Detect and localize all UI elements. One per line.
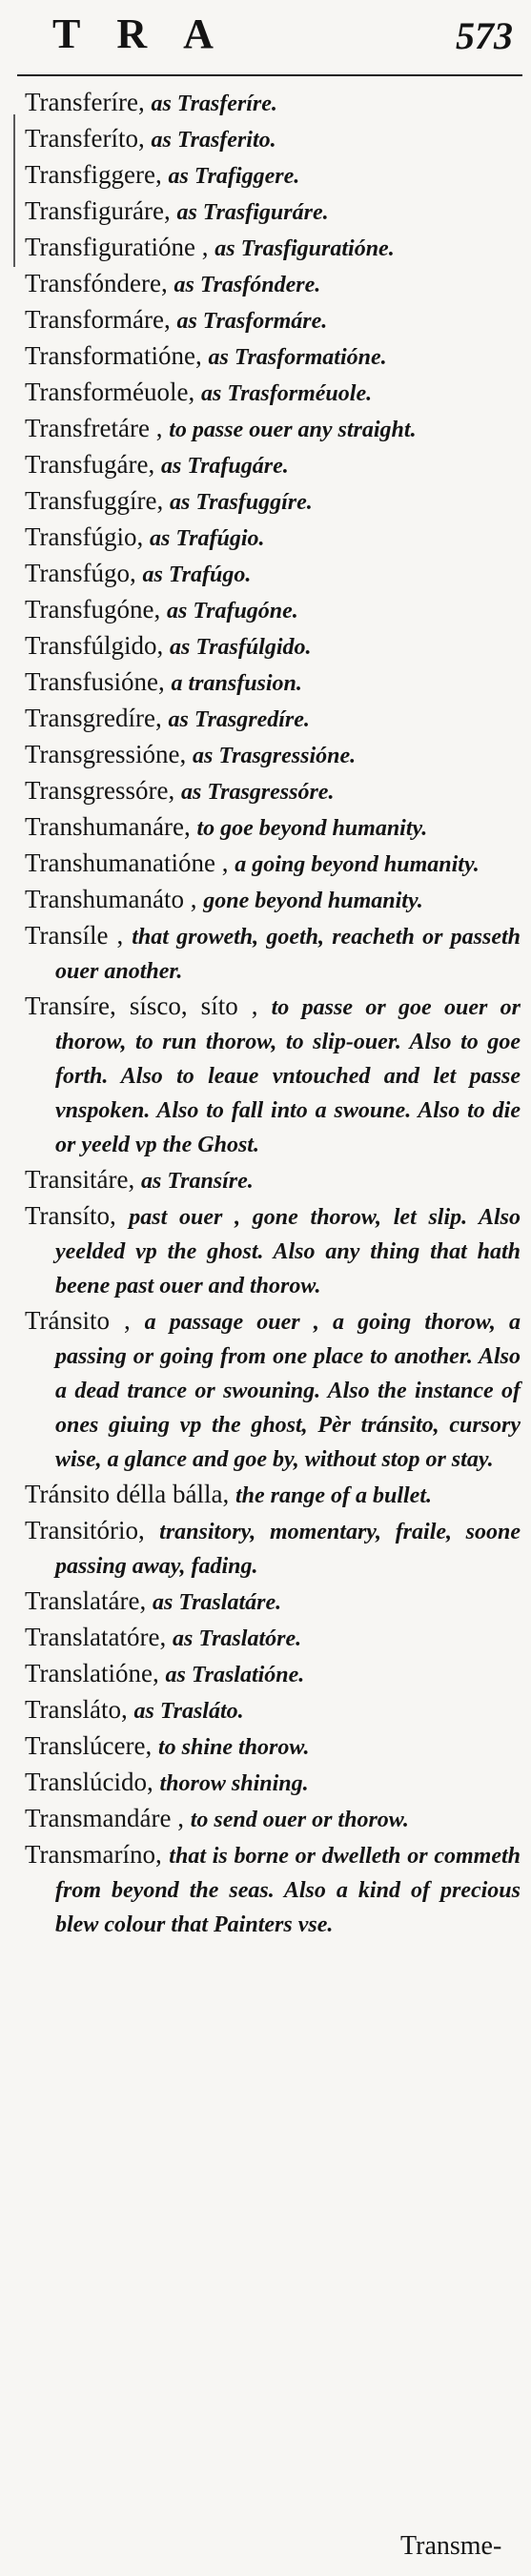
dictionary-entry xyxy=(25,1838,521,1941)
dictionary-entry xyxy=(25,158,521,193)
dictionary-entry xyxy=(25,86,521,120)
entry-headword: Transfóndere, xyxy=(25,269,168,297)
entry-definition: that groweth, goeth, reacheth or passeth ouer another. xyxy=(55,925,521,984)
header-rule xyxy=(17,74,522,76)
dictionary-entry xyxy=(25,810,521,845)
entry-headword: Translúcere, xyxy=(25,1731,153,1760)
entry-headword: Transfretáre , xyxy=(25,414,163,442)
entry-definition: as Trasgressióne. xyxy=(193,744,357,768)
entry-definition: as Trafugóne. xyxy=(167,599,298,624)
entry-headword: Transitório, xyxy=(25,1516,145,1544)
dictionary-entry xyxy=(25,194,521,229)
catchword: Transme- xyxy=(400,2531,502,2561)
dictionary-entry xyxy=(25,847,521,881)
entry-headword: Transfiguratióne , xyxy=(25,233,209,261)
dictionary-entry xyxy=(25,883,521,917)
entry-definition: as Trasfóndere. xyxy=(174,273,321,297)
dictionary-entry xyxy=(25,448,521,482)
entry-headword: Transgredíre, xyxy=(25,704,162,732)
entry-headword: Transhumanáre, xyxy=(25,812,191,841)
dictionary-entry xyxy=(25,990,521,1161)
dictionary-entry xyxy=(25,1729,521,1764)
entry-headword: Transmandáre , xyxy=(25,1804,184,1832)
entry-definition: as Trasformatióne. xyxy=(208,345,387,370)
entry-headword: Transfiguráre, xyxy=(25,196,171,225)
entry-headword: Transhumanáto , xyxy=(25,885,197,913)
entry-definition: as Trafugáre. xyxy=(160,454,289,479)
entry-definition: transitory, momentary, fraile, soone passing away, fading. xyxy=(55,1520,521,1579)
entry-definition: as Trafúgo. xyxy=(142,562,252,587)
dictionary-entry xyxy=(25,521,521,555)
entry-headword: Translatatóre, xyxy=(25,1623,167,1651)
entry-definition: a going beyond humanity. xyxy=(235,852,480,877)
dictionary-entry xyxy=(25,303,521,337)
entry-headword: Transferíre, xyxy=(25,88,145,116)
entry-headword: Transfúgio, xyxy=(25,522,144,551)
entry-headword: Transgressóre, xyxy=(25,776,175,805)
entry-definition: as Trasfiguráre. xyxy=(176,200,329,225)
dictionary-entry xyxy=(25,1621,521,1655)
page-header xyxy=(0,0,531,67)
entry-definition: thorow shining. xyxy=(159,1771,309,1796)
dictionary-entry xyxy=(25,1163,521,1197)
entry-definition: gone beyond humanity. xyxy=(203,889,423,913)
dictionary-entry xyxy=(25,412,521,446)
dictionary-entry xyxy=(25,738,521,772)
dictionary-entry xyxy=(25,593,521,627)
entry-headword: Transíle , xyxy=(25,921,124,950)
entry-definition: as Trasforméuole. xyxy=(200,381,373,406)
entry-headword: Translatióne, xyxy=(25,1659,159,1687)
entry-headword: Transformáre, xyxy=(25,305,171,334)
entry-headword: Translatáre, xyxy=(25,1586,147,1615)
entry-headword: Transitáre, xyxy=(25,1165,135,1194)
dictionary-entry xyxy=(25,1693,521,1728)
entry-definition: as Trasfiguratióne. xyxy=(214,236,395,261)
dictionary-entry xyxy=(25,1766,521,1800)
entry-headword: Transíto, xyxy=(25,1201,116,1230)
entry-headword: Transfúlgido, xyxy=(25,631,164,660)
entry-headword: Transfugáre, xyxy=(25,450,155,479)
entry-definition: as Trasfúlgido. xyxy=(170,635,312,660)
entry-headword: Tránsito , xyxy=(25,1306,131,1335)
entry-headword: Transfiggere, xyxy=(25,160,162,189)
entry-definition: as Traslatióne. xyxy=(165,1663,305,1687)
entry-headword: Transfusióne, xyxy=(25,667,165,696)
dictionary-entry xyxy=(25,557,521,591)
margin-mark xyxy=(13,114,15,267)
entry-headword: Transíre, sísco, síto , xyxy=(25,992,258,1020)
entry-headword: Translúcido, xyxy=(25,1768,153,1796)
entry-definition: as Trafúgio. xyxy=(150,526,265,551)
entry-headword: Transferíto, xyxy=(25,124,145,153)
entry-headword: Transfúgo, xyxy=(25,559,136,587)
dictionary-entry xyxy=(25,1584,521,1619)
dictionary-entry xyxy=(25,629,521,664)
entry-definition: as Trasformáre. xyxy=(176,309,328,334)
entry-definition: as Trasferíre. xyxy=(151,92,277,116)
entry-definition: that is borne or dwelleth or commeth from beyond the seas. Also a kind of precious blew colour that Painters vse. xyxy=(55,1844,521,1937)
entry-definition: to passe ouer any straight. xyxy=(169,418,417,442)
dictionary-entry xyxy=(25,919,521,988)
entry-headword: Transfugóne, xyxy=(25,595,161,624)
entry-headword: Transhumanatióne , xyxy=(25,848,229,877)
dictionary-entry xyxy=(25,122,521,156)
dictionary-entry xyxy=(25,231,521,265)
dictionary-entry xyxy=(25,1657,521,1691)
entry-definition: past ouer , gone thorow, let slip. Also yeelded vp the ghost. Also any thing that hath beene past ouer and thorow. xyxy=(55,1205,521,1298)
dictionary-entry xyxy=(25,376,521,410)
dictionary-entry xyxy=(25,1802,521,1836)
entry-definition: as Trasláto. xyxy=(133,1699,244,1724)
entry-headword: Transfuggíre, xyxy=(25,486,164,515)
dictionary-entry xyxy=(25,665,521,700)
entry-definition: as Trasgredíre. xyxy=(168,707,310,732)
dictionary-entry xyxy=(25,267,521,301)
dictionary-entry xyxy=(25,1478,521,1512)
entry-definition: as Transíre. xyxy=(141,1169,254,1194)
entry-definition: as Trasferito. xyxy=(151,128,276,153)
entry-headword: Transformatióne, xyxy=(25,341,202,370)
dictionary-entry xyxy=(25,774,521,808)
entry-headword: Tránsito délla bálla, xyxy=(25,1480,230,1508)
entry-definition: a transfusion. xyxy=(171,671,302,696)
entry-definition: to passe or goe ouer or thorow, to run thorow, to slip-ouer. Also to goe forth. Also to leaue vntouched and let passe vnspoken. Also to fall into a swoune. Also to die or yeeld vp the Ghost. xyxy=(55,995,521,1157)
entry-definition: as Trasfuggíre. xyxy=(170,490,313,515)
dictionary-entry xyxy=(25,702,521,736)
entry-definition: to shine thorow. xyxy=(157,1735,310,1760)
dictionary-entry xyxy=(25,339,521,374)
entry-definition: as Trafiggere. xyxy=(168,164,300,189)
entry-definition: a passage ouer , a going thorow, a passing or going from one place to another. Also a dead trance or swouning. Also the instance of ones giuing vp the ghost, Pèr tránsito, cursory wise, a glance and goe by, without stop or stay. xyxy=(55,1310,521,1472)
entry-definition: as Trasgressóre. xyxy=(181,780,335,805)
entry-definition: as Traslatáre. xyxy=(152,1590,282,1615)
entry-list xyxy=(25,86,521,1943)
entry-headword: Transláto, xyxy=(25,1695,128,1724)
running-head: TRA xyxy=(52,10,250,57)
entry-definition: to send ouer or thorow. xyxy=(190,1808,409,1832)
entry-headword: Transforméuole, xyxy=(25,378,195,406)
entry-definition: to goe beyond humanity. xyxy=(196,816,428,841)
entry-definition: as Traslatóre. xyxy=(172,1626,302,1651)
entry-headword: Transmaríno, xyxy=(25,1840,162,1869)
entry-headword: Transgressióne, xyxy=(25,740,187,768)
dictionary-entry xyxy=(25,1199,521,1302)
dictionary-entry xyxy=(25,1304,521,1476)
dictionary-entry xyxy=(25,1514,521,1583)
entry-definition: the range of a bullet. xyxy=(235,1483,432,1508)
page-number: 573 xyxy=(456,14,513,57)
dictionary-entry xyxy=(25,484,521,519)
